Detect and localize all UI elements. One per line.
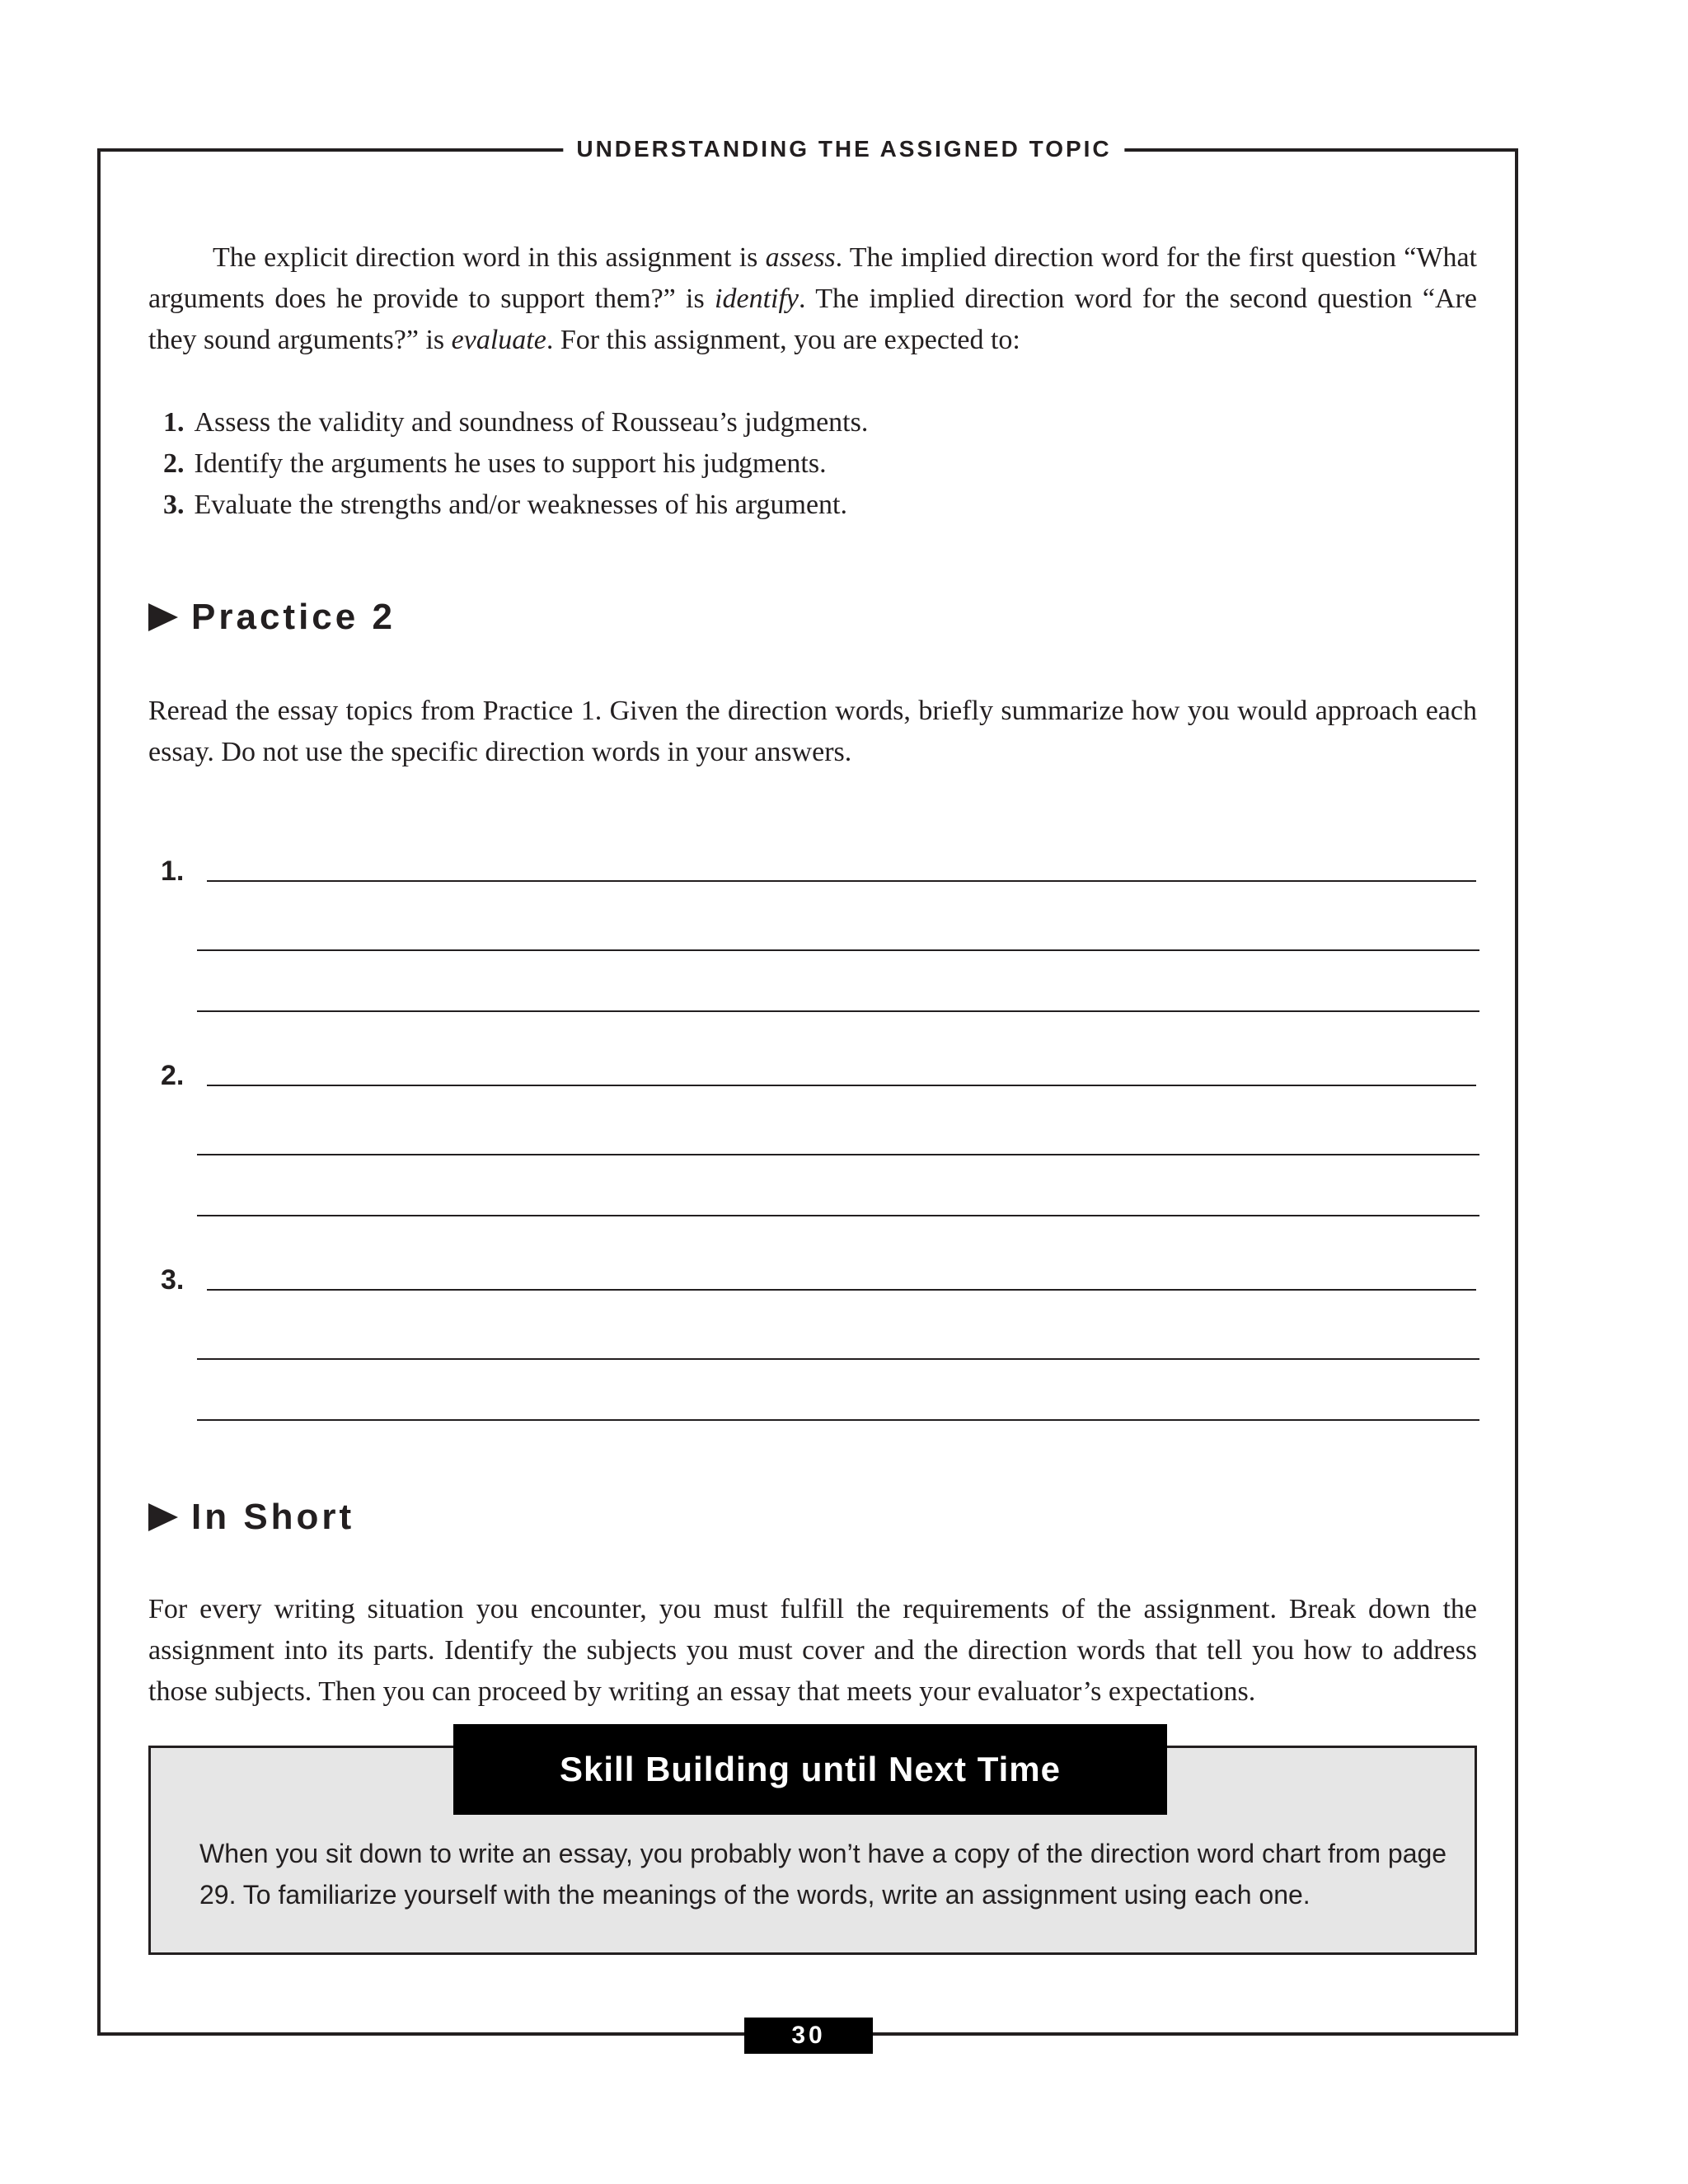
practice-instructions: Reread the essay topics from Practice 1. Given the direction words, briefly summarize how you would approach each essay. Do not use the specific direction words in your answers.: [148, 696, 1477, 767]
answer-line[interactable]: [207, 1085, 1476, 1086]
list-item: 1. Assess the validity and soundness of Rousseau’s judgments.: [163, 407, 869, 438]
skill-building-text: When you sit down to write an essay, you probably won’t have a copy of the direction word chart from page 29. To familiarize yourself with the meanings of the words, write an assignment using each one.: [199, 1839, 1447, 1910]
direction-word-evaluate: evaluate: [451, 325, 546, 355]
triangle-bullet-icon: [148, 603, 178, 631]
list-item: 2. Identify the arguments he uses to support his judgments.: [163, 448, 827, 479]
answer-line[interactable]: [197, 1154, 1479, 1155]
intro-paragraph: The explicit direction word in this assignment is assess. The implied direction word for the first question “What arguments does he provide to support them?” is identify. The implied direction word for the second question “Are they sound arguments?” is evaluate. For this assignment, you are expected to:: [148, 242, 1477, 355]
direction-word-assess: assess: [765, 242, 836, 273]
skill-building-title: Skill Building until Next Time: [453, 1724, 1167, 1815]
answer-line[interactable]: [197, 949, 1479, 951]
answer-line[interactable]: [197, 1010, 1479, 1012]
triangle-bullet-icon: [148, 1503, 178, 1531]
list-item: 3. Evaluate the strengths and/or weaknesses of his argument.: [163, 490, 847, 520]
practice-heading: Practice 2: [148, 597, 396, 638]
answer-line[interactable]: [197, 1419, 1479, 1421]
answer-line[interactable]: [197, 1358, 1479, 1360]
page-number: 30: [744, 2018, 873, 2054]
expectations-list: [163, 402, 868, 526]
in-short-paragraph: For every writing situation you encounter, you must fulfill the requirements of the assignment. Break down the assignment into its parts. Identify the subjects you must cover and the direction words that tell you how to address those subjects. Then you can proceed by writing an essay that meets your evaluator’s expectations.: [148, 1594, 1477, 1707]
in-short-heading: In Short: [148, 1497, 354, 1538]
answer-line[interactable]: [207, 880, 1476, 882]
running-header: UNDERSTANDING THE ASSIGNED TOPIC: [563, 136, 1124, 162]
answer-line[interactable]: [197, 1215, 1479, 1216]
answer-line[interactable]: [207, 1289, 1476, 1291]
direction-word-identify: identify: [715, 284, 799, 314]
